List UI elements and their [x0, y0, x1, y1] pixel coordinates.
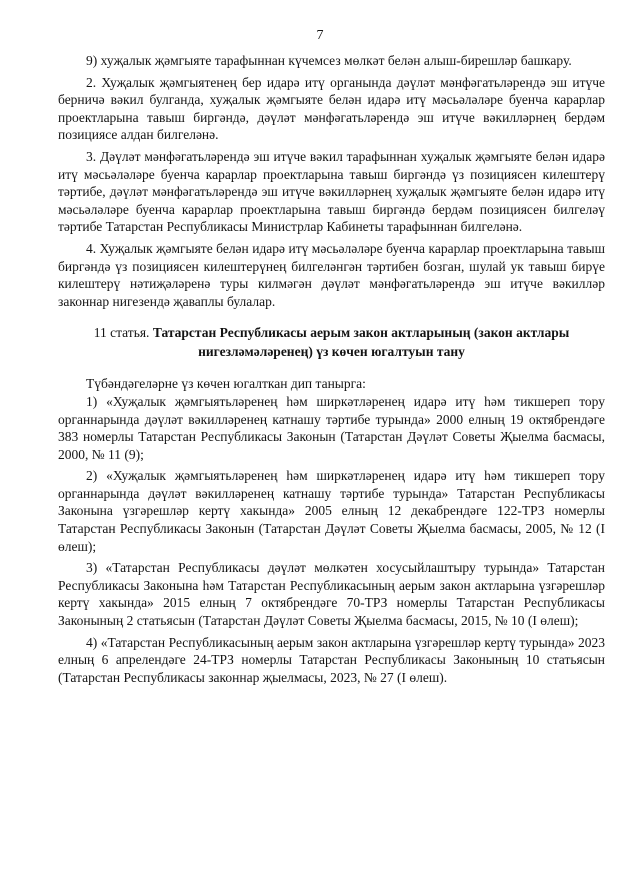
repeal-item-3: 3) «Татарстан Республикасы дәүләт мөлкәтен хосусыйлаштыру турында» Татарстан Республикасы Законына һәм Татарстан Республикасының аерым закон актларына үзгәрешләр кертү хакында» 2015 елның 7 октябрендәге 70-ТРЗ номерлы Татарстан Республикасы Законының 2 статьясын (Татарстан Дәүләт Советы Җыелма басмасы, 2015, № 10 (I өлеш);: [58, 560, 605, 629]
repeal-item-2: 2) «Хуҗалык җәмгыятьләренең һәм ширкәтләренең идарә итү һәм тикшереп тору органнарында дәүләт вәкилләренең катнашу тәртибе турында» Татарстан Республикасы Законына үзгәрешләр кертү хакында» 2005 елның 12 декабрендәге 122-ТРЗ номерлы Татарстан Республикасы Законын (Татарстан Дәүләт Советы Җыелма басмасы, 2005, № 12 (I өлеш);: [58, 468, 605, 554]
paragraph-2: 2. Хуҗалык җәмгыятенең бер идарә итү органында дәүләт мәнфәгатьләрендә эш итүче берничә вәкил булганда, хуҗалык җәмгыяте белән идарә итү мәсьәләләре буенча карарлар проектларына тавыш биргәндә, дәүләт мәнфәгатьләрендә эш итүче вәкилләрнең бердәм позициясе алдан билгеләнә.: [58, 74, 605, 143]
page-number: 7: [316, 28, 324, 43]
article-title: Татарстан Республикасы аерым закон актларының (закон актлары нигезләмәләренең) үз көчен югалтуын тану: [152, 325, 570, 359]
intro-paragraph: Түбәндәгеләрне үз көчен югалткан дип танырга:: [86, 376, 366, 392]
document-body: [58, 52, 605, 686]
paragraph-4: 4. Хуҗалык җәмгыяте белән идарә итү мәсьәләләре буенча карарлар проектларына тавыш биргәндә үз позициясен килештерүнең билгеләнгән тәртибен бозган, шулай ук тавыш бирүе килештерү нәтиҗәләренә туры килмәгән дәүләт мәнфәгатьләрендә эш итүче вәкилләр законнар нигезендә җаваплы булалар.: [58, 240, 605, 309]
article-heading: [58, 324, 605, 361]
repeal-item-4: 4) «Татарстан Республикасының аерым закон актларына үзгәрешләр кертү турында» 2023 елның 6 апрелендәге 24-ТРЗ номерлы Татарстан Республикасы Законының 10 статьясын (Татарстан Республикасы законнар җыелмасы, 2023, № 27 (I өлеш).: [58, 634, 605, 685]
article-number: 11 статья.: [93, 325, 150, 341]
paragraph-3: 3. Дәүләт мәнфәгатьләрендә эш итүче вәкил тарафыннан хуҗалык җәмгыяте белән идарә итү мәсьәләләре буенча карарлар проектларына тавыш биргәндә үз позициясен килештерү тәртибе, дәүләт мәнфәгатьләрендә эш итүче вәкилләрнең хуҗалык җәмгыяте белән идарә итү мәсьәләләре буенча карарлар проектларына тавыш биргәндә бердәм позициясен билгеләү тәртибе Татарстан Республикасы Министрлар Кабинеты тарафыннан билгеләнә.: [58, 148, 605, 235]
repeal-item-1: 1) «Хуҗалык җәмгыятьләренең һәм ширкәтләренең идарә итү һәм тикшереп тору органнарында дәүләт вәкилләренең катнашу тәртибе турында» 2000 елның 19 октябрендәге 383 номерлы Татарстан Республикасы Законын (Татарстан Дәүләт Советы Җыелма басмасы, 2000, № 11 (9);: [58, 393, 605, 462]
paragraph-item-9: 9) хуҗалык җәмгыяте тарафыннан күчемсез мөлкәт белән алыш-бирешләр башкару.: [86, 53, 572, 68]
